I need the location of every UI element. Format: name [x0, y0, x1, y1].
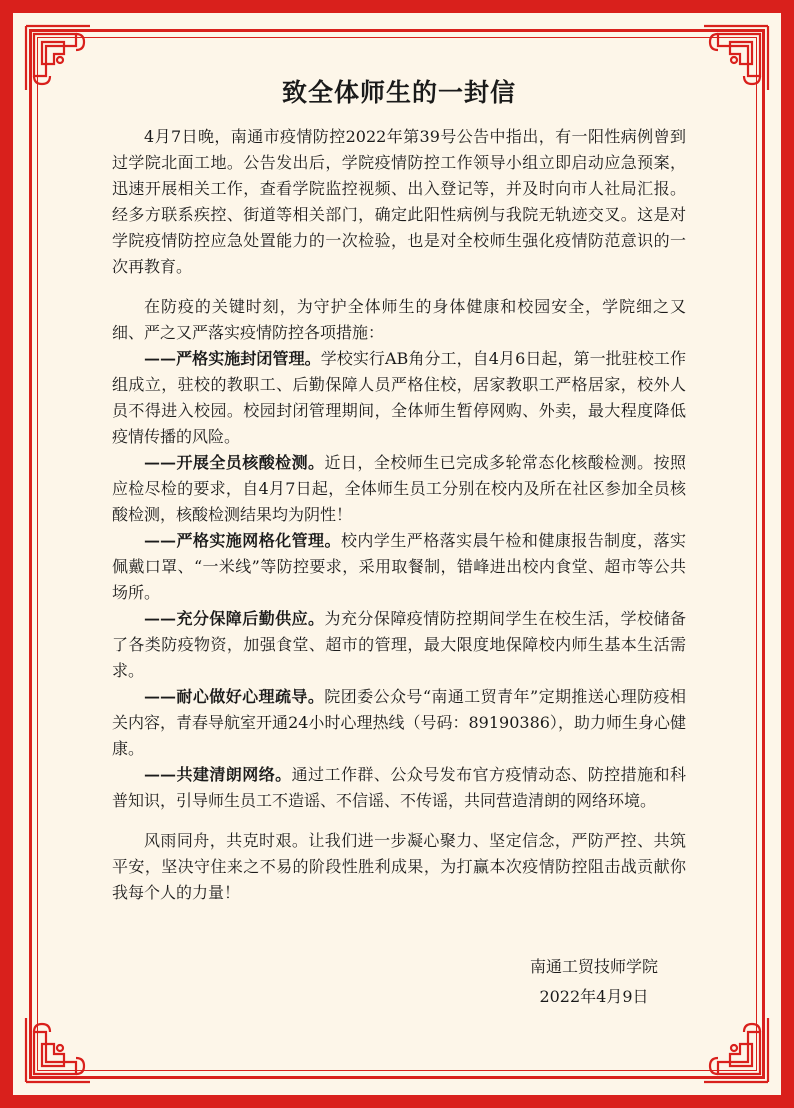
measure-text: 校内学生严格落实晨午检和健康报告制度，落实佩戴口罩、“一米线”等防控要求，采用取餐制，错峰进出校内食堂、超市等公共场所。 — [112, 531, 686, 602]
closing-paragraph: 风雨同舟，共克时艰。让我们进一步凝心聚力、坚定信念，严防严控、共筑平安，坚决守住来之不易的阶段性胜利成果，为打赢本次疫情防控阻击战贡献你我每个人的力量！ — [112, 831, 686, 902]
measure-heading: ——耐心做好心理疏导。 — [144, 687, 325, 706]
measure-paragraph — [112, 606, 686, 684]
measure-paragraph — [112, 528, 686, 606]
signature-organization: 南通工贸技师学院 — [529, 957, 658, 976]
signature-block — [530, 952, 658, 1012]
measure-heading: ——严格实施网格化管理。 — [144, 531, 341, 550]
measure-text: 学校实行AB角分工，自4月6日起，第一批驻校工作组成立，驻校的教职工、后勤保障人员严格住校，居家教职工严格居家，校外人员不得进入校园。校园封闭管理期间，全体师生暂停网购、外卖，最大程度降低疫情传播的风险。 — [112, 349, 686, 446]
corner-ornament-top-left-icon — [20, 20, 104, 104]
lead-paragraph: 在防疫的关键时刻，为守护全体师生的身体健康和校园安全，学院细之又细、严之又严落实疫情防控各项措施： — [112, 297, 686, 342]
measure-paragraph — [112, 450, 686, 528]
signature-date: 2022年4月9日 — [539, 987, 649, 1006]
measure-heading: ——共建清朗网络。 — [144, 765, 292, 784]
letter-title: 致全体师生的一封信 — [281, 78, 516, 107]
letter-body — [112, 76, 686, 906]
measure-paragraph — [112, 346, 686, 450]
measure-paragraph — [112, 684, 686, 762]
measure-text: 通过工作群、公众号发布官方疫情动态、防控措施和科普知识，引导师生员工不造谣、不信谣、不传谣，共同营造清朗的网络环境。 — [112, 765, 686, 810]
measure-heading: ——严格实施封闭管理。 — [144, 349, 321, 368]
measure-heading: ——开展全员核酸检测。 — [144, 453, 325, 472]
measure-text: 近日，全校师生已完成多轮常态化核酸检测。按照应检尽检的要求，自4月7日起，全体师生员工分别在校内及所在社区参加全员核酸检测，核酸检测结果均为阴性！ — [112, 453, 686, 524]
measure-text: 院团委公众号“南通工贸青年”定期推送心理防疫相关内容，青春导航室开通24小时心理热线（号码：89190386），助力师生身心健康。 — [112, 687, 686, 758]
measure-text: 为充分保障疫情防控期间学生在校生活，学校储备了各类防疫物资，加强食堂、超市的管理，最大限度地保障校内师生基本生活需求。 — [112, 609, 686, 680]
measure-paragraph — [112, 762, 686, 814]
corner-ornament-bottom-left-icon — [20, 1004, 104, 1088]
corner-ornament-top-right-icon — [690, 20, 774, 104]
corner-ornament-bottom-right-icon — [690, 1004, 774, 1088]
measure-heading: ——充分保障后勤供应。 — [144, 609, 325, 628]
intro-paragraph: 4月7日晚，南通市疫情防控2022年第39号公告中指出，有一阳性病例曾到过学院北面工地。公告发出后，学院疫情防控工作领导小组立即启动应急预案，迅速开展相关工作，查看学院监控视频、出入登记等，并及时向市人社局汇报。经多方联系疾控、街道等相关部门，确定此阳性病例与我院无轨迹交叉。这是对学院疫情防控应急处置能力的一次检验，也是对全校师生强化疫情防范意识的一次再教育。 — [112, 127, 686, 276]
